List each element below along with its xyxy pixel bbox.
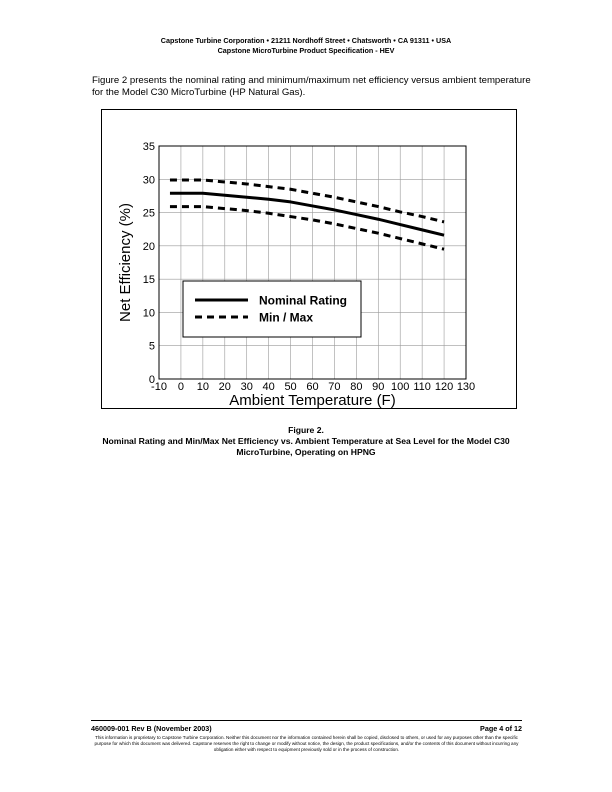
efficiency-chart	[102, 110, 518, 410]
caption-text: Nominal Rating and Min/Max Net Efficiency vs. Ambient Temperature at Sea Level for the Model C30 MicroTurbine, Operating on HPNG	[102, 436, 510, 457]
x-tick-label: 60	[306, 381, 319, 393]
footer-divider	[91, 720, 522, 721]
x-tick-label: 120	[434, 381, 454, 393]
y-tick-label: 10	[142, 307, 155, 320]
footer-disclaimer: This information is proprietary to Capstone Turbine Corporation. Neither this document nor the information contained herein shall be copied, disclosed to others, or used for any purposes other than the specific purpose for which this document was delivered. Capstone reserves the right to change or modify without notice, the design, the product specifications, and/or the contents of this document without incurring any obligation either with respect to equipment previously sold or in the process of construction.	[94, 735, 519, 753]
intro-paragraph: Figure 2 presents the nominal rating and minimum/maximum net efficiency versus ambient temperature for the Model C30 MicroTurbine (HP Natural Gas).	[92, 75, 531, 98]
y-axis-label: Net Efficiency (%)	[117, 203, 134, 322]
y-tick-label: 0	[148, 374, 155, 386]
y-tick-label: 5	[148, 340, 155, 353]
caption-title: Figure 2.	[288, 425, 324, 435]
y-tick-label: 20	[142, 240, 155, 253]
series-line-min	[170, 207, 444, 250]
x-tick-label: 10	[196, 381, 209, 393]
y-tick-label: 30	[142, 174, 155, 187]
x-tick-label: 50	[284, 381, 297, 393]
x-tick-label: 90	[372, 381, 385, 393]
figure-frame	[101, 109, 517, 409]
figure-caption	[80, 425, 532, 458]
legend-label: Min / Max	[259, 310, 314, 325]
x-axis-label: Ambient Temperature (F)	[229, 392, 396, 409]
y-tick-label: 15	[142, 274, 155, 287]
footer-doc-id: 460009-001 Rev B (November 2003)	[91, 724, 212, 733]
header-doc-title: Capstone MicroTurbine Product Specification - HEV	[217, 45, 395, 55]
page-header	[0, 36, 612, 55]
footer-page-number: Page 4 of 12	[480, 724, 522, 733]
x-tick-label: 70	[328, 381, 341, 393]
x-tick-label: 80	[350, 381, 363, 393]
x-tick-label: -10	[151, 381, 167, 393]
chart-legend	[183, 281, 361, 337]
header-address: Capstone Turbine Corporation • 21211 Nordhoff Street • Chatsworth • CA 91311 • USA	[160, 36, 452, 45]
y-tick-label: 25	[142, 207, 155, 220]
series-line-max	[170, 180, 444, 222]
x-tick-label: 130	[456, 381, 476, 393]
series-line-nominal-rating	[170, 193, 444, 235]
y-tick-label: 35	[142, 141, 155, 153]
x-tick-label: 20	[218, 381, 231, 393]
x-tick-label: 0	[177, 381, 184, 393]
x-tick-label: 100	[391, 381, 410, 393]
x-tick-label: 110	[413, 381, 431, 393]
x-tick-label: 30	[240, 381, 253, 393]
legend-label: Nominal Rating	[259, 293, 348, 308]
x-tick-label: 40	[262, 381, 275, 393]
